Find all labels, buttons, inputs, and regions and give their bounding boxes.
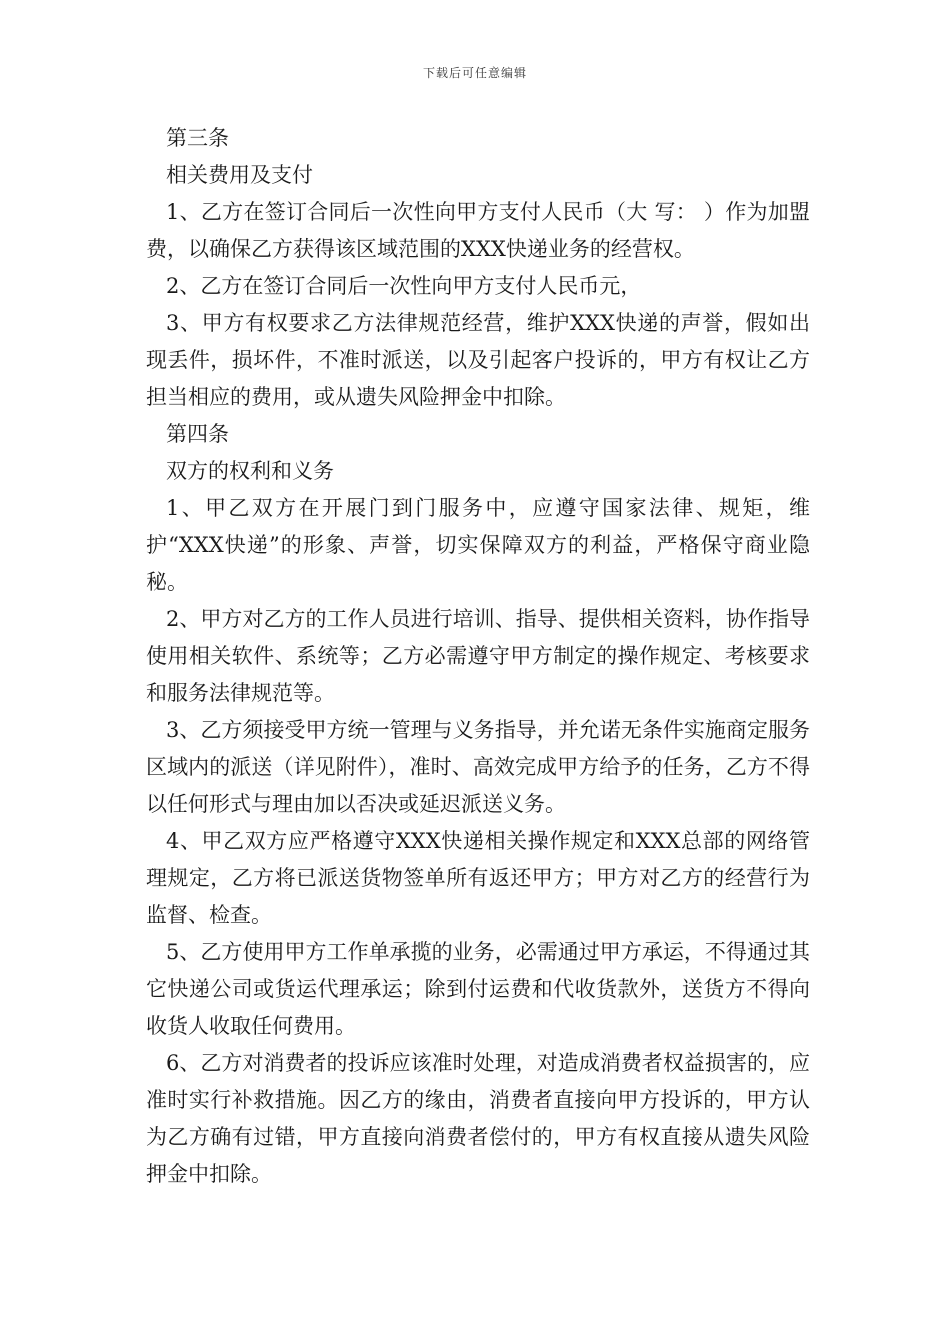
article-3-title: 相关费用及支付 [166, 163, 313, 187]
article-3-clause-2: 2、乙方在签订合同后一次性向甲方支付人民币元， [166, 274, 642, 298]
article-4-number: 第四条 [166, 422, 229, 446]
article-4-clause-6: 6、乙方对消费者的投诉应该准时处理，对造成消费者权益损害的，应准时实行补救措施。因乙方的缘由，消费者直接向甲方投诉的，甲方认为乙方确有过错，甲方直接向消费者偿付的，甲方有权直接从遗失风险押金中扣除。 [146, 1051, 810, 1186]
page-header: 下载后可任意编辑 [422, 66, 527, 80]
article-4-clause-5: 5、乙方使用甲方工作单承揽的业务，必需通过甲方承运，不得通过其它快递公司或货运代理承运；除到付运费和代收货款外，送货方不得向收货人收取任何费用。 [146, 940, 810, 1038]
article-4-title: 双方的权利和义务 [166, 459, 334, 483]
article-4-clause-1: 1、甲乙双方在开展门到门服务中，应遵守国家法律、规矩，维护“XXX快递”的形象、声誉，切实保障双方的利益，严格保守商业隐秘。 [146, 496, 810, 594]
article-3-clause-3: 3、甲方有权要求乙方法律规范经营，维护XXX快递的声誉，假如出现丢件，损坏件，不准时派送，以及引起客户投诉的，甲方有权让乙方担当相应的费用，或从遗失风险押金中扣除。 [146, 311, 810, 409]
document-body [146, 120, 810, 1193]
article-4-clause-3: 3、乙方须接受甲方统一管理与义务指导，并允诺无条件实施商定服务区域内的派送（详见附件），准时、高效完成甲方给予的任务，乙方不得以任何形式与理由加以否决或延迟派送义务。 [146, 718, 810, 816]
article-4-clause-4: 4、甲乙双方应严格遵守XXX快递相关操作规定和XXX总部的网络管理规定，乙方将已派送货物签单所有返还甲方；甲方对乙方的经营行为监督、检查。 [146, 829, 810, 927]
article-3-clause-1: 1、乙方在签订合同后一次性向甲方支付人民币（大 写： ）作为加盟费，以确保乙方获得该区域范围的XXX快递业务的经营权。 [146, 200, 810, 261]
article-4-clause-2: 2、甲方对乙方的工作人员进行培训、指导、提供相关资料，协作指导使用相关软件、系统等；乙方必需遵守甲方制定的操作规定、考核要求和服务法律规范等。 [146, 607, 810, 705]
article-3-number: 第三条 [166, 126, 229, 150]
